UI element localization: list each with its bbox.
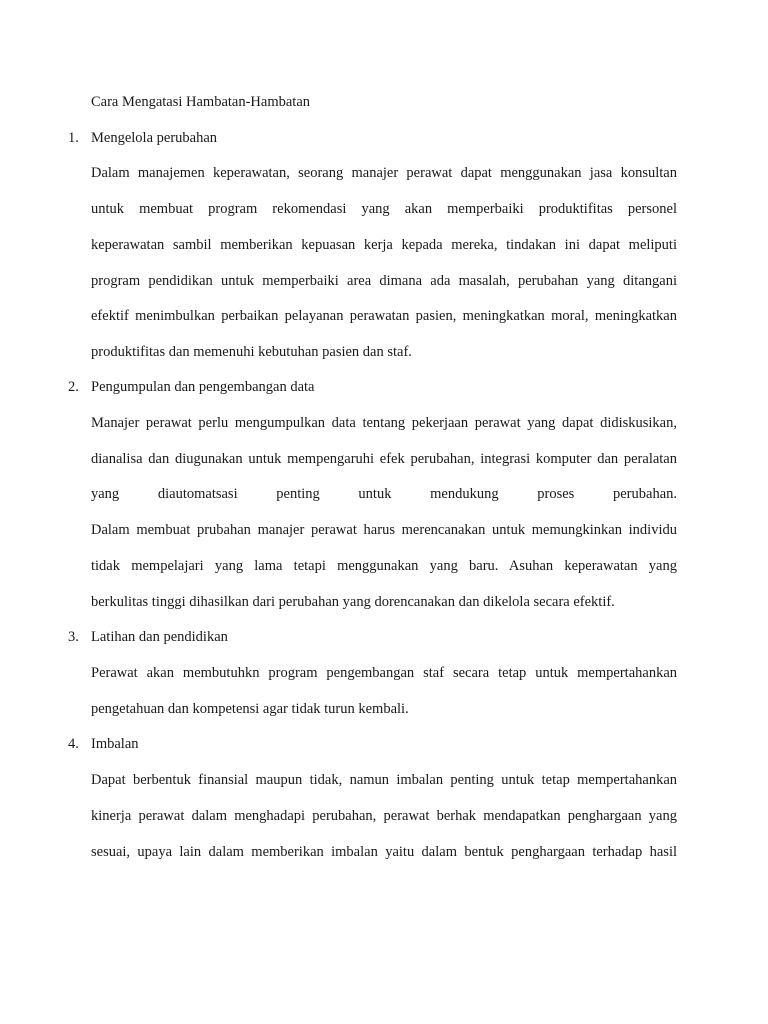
- paragraph-line: Manajer perawat perlu mengumpulkan data tentang pekerjaan perawat yang dapat didiskusikan,: [91, 415, 677, 431]
- section-number: 2.: [68, 379, 79, 395]
- paragraph-line: kinerja perawat dalam menghadapi perubahan, perawat berhak mendapatkan penghargaan yang: [91, 808, 677, 824]
- paragraph-line: yang diautomatsasi penting untuk mendukung proses perubahan.: [91, 486, 677, 502]
- section-number: 3.: [68, 629, 79, 645]
- paragraph-line: efektif menimbulkan perbaikan pelayanan perawatan pasien, meningkatkan moral, meningkatkan: [91, 308, 677, 324]
- paragraph-line: Dapat berbentuk finansial maupun tidak, namun imbalan penting untuk tetap mempertahankan: [91, 772, 677, 788]
- paragraph-line: dianalisa dan diugunakan untuk mempengaruhi efek perubahan, integrasi komputer dan peralatan: [91, 451, 677, 467]
- section-heading: Imbalan: [91, 736, 139, 752]
- paragraph-line: sesuai, upaya lain dalam memberikan imbalan yaitu dalam bentuk penghargaan terhadap hasil: [91, 844, 677, 860]
- document-title: Cara Mengatasi Hambatan-Hambatan: [91, 94, 311, 110]
- paragraph-line: Dalam membuat prubahan manajer perawat harus merencanakan untuk memungkinkan individu: [91, 522, 677, 538]
- paragraph-line: produktifitas dan memenuhi kebutuhan pasien dan staf.: [91, 344, 412, 360]
- paragraph-line: Dalam manajemen keperawatan, seorang manajer perawat dapat menggunakan jasa konsultan: [91, 165, 677, 181]
- paragraph-line: pengetahuan dan kompetensi agar tidak turun kembali.: [91, 701, 409, 717]
- section-heading: Mengelola perubahan: [91, 130, 218, 146]
- section-number: 4.: [68, 736, 79, 752]
- paragraph-line: keperawatan sambil memberikan kepuasan kerja kepada mereka, tindakan ini dapat meliputi: [91, 237, 677, 253]
- section-heading: Pengumpulan dan pengembangan data: [91, 379, 315, 395]
- section-number: 1.: [68, 130, 79, 146]
- paragraph-line: Perawat akan membutuhkn program pengembangan staf secara tetap untuk mempertahankan: [91, 665, 677, 681]
- paragraph-line: untuk membuat program rekomendasi yang akan memperbaiki produktifitas personel: [91, 201, 677, 217]
- paragraph-line: tidak mempelajari yang lama tetapi menggunakan yang baru. Asuhan keperawatan yang: [91, 558, 677, 574]
- section-heading: Latihan dan pendidikan: [91, 629, 228, 645]
- paragraph-line: berkulitas tinggi dihasilkan dari perubahan yang dorencanakan dan dikelola secara efektif.: [91, 594, 615, 610]
- paragraph-line: program pendidikan untuk memperbaiki area dimana ada masalah, perubahan yang ditangani: [91, 273, 677, 289]
